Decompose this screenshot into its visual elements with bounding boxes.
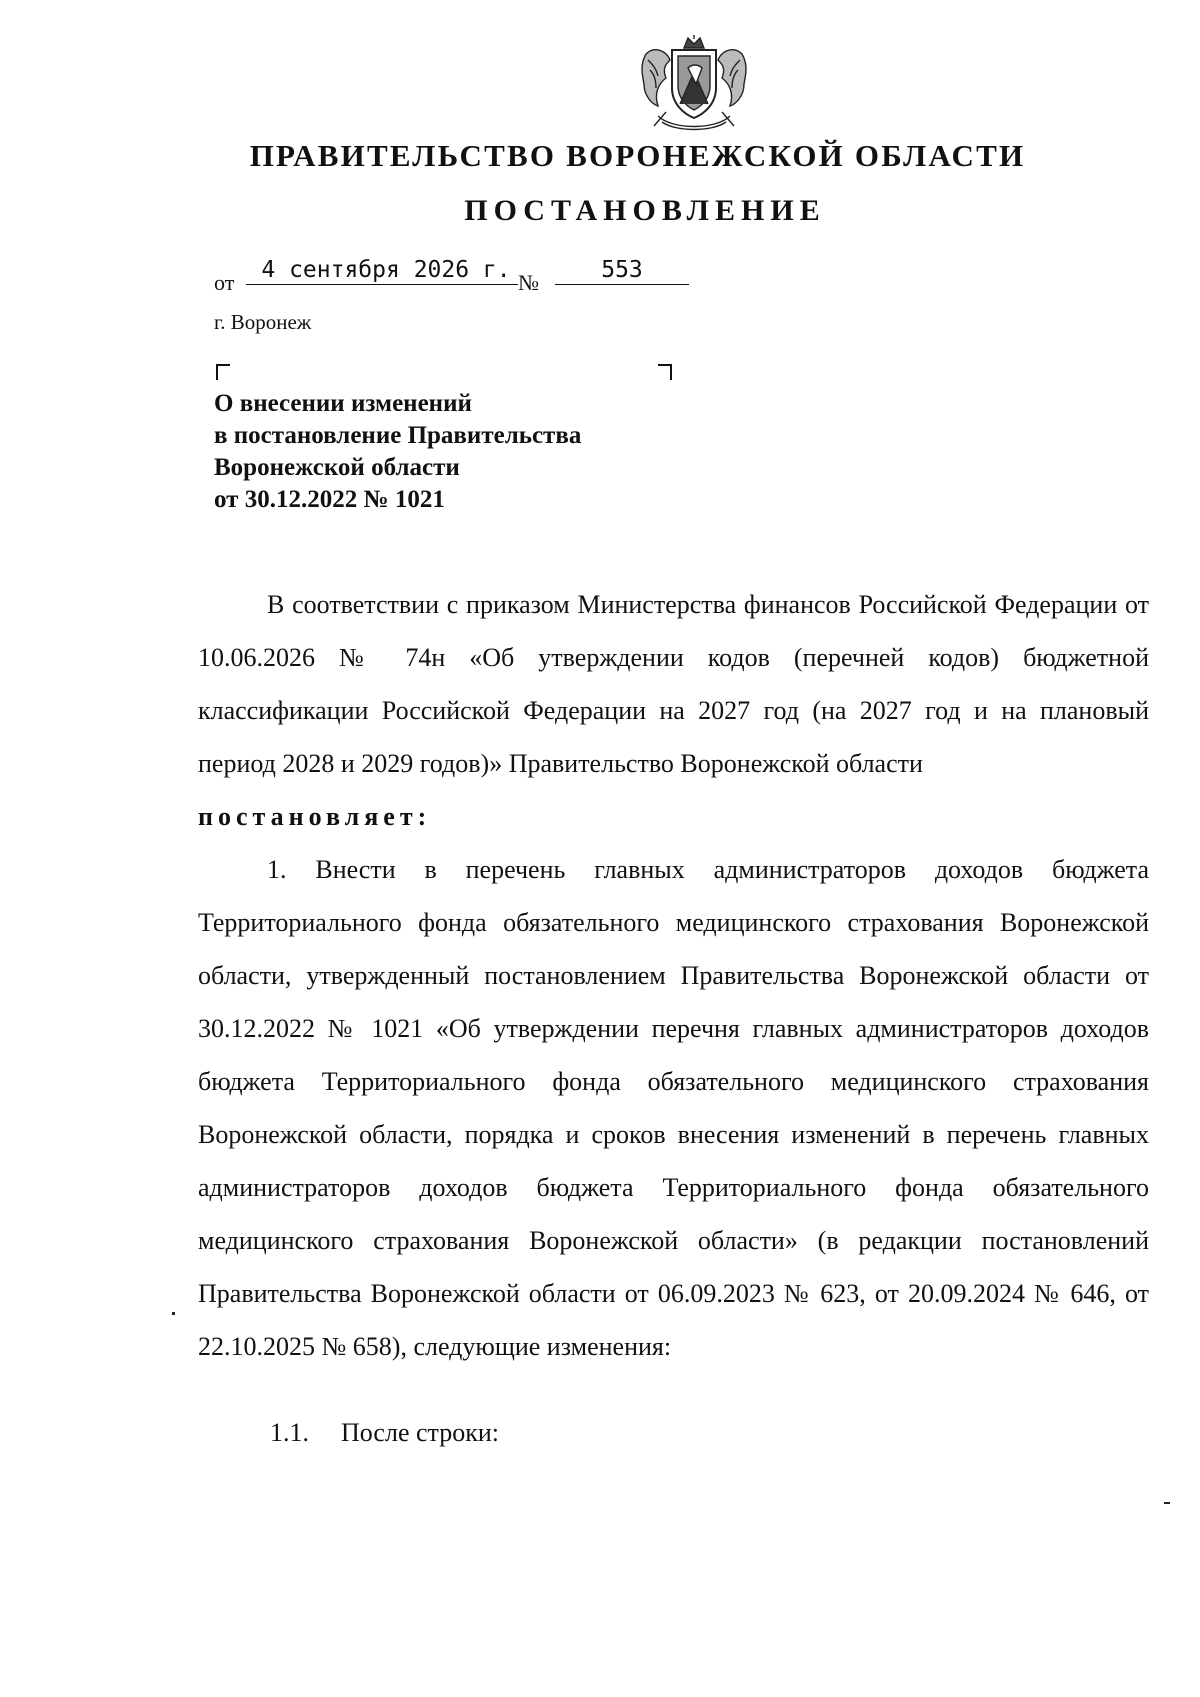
organization-title: ПРАВИТЕЛЬСТВО ВОРОНЕЖСКОЙ ОБЛАСТИ bbox=[249, 138, 1026, 173]
number-label: № bbox=[518, 270, 539, 295]
date-prefix: от bbox=[214, 270, 235, 295]
document-subject bbox=[214, 388, 581, 516]
coat-of-arms-icon bbox=[636, 34, 752, 134]
document-body bbox=[198, 578, 1149, 1373]
decides-heading: постановляет: bbox=[198, 802, 432, 831]
scan-speck bbox=[1164, 1502, 1170, 1504]
item-1-paragraph: 1. Внести в перечень главных администраторов доходов бюджета Территориального фонда обязательного медицинского страхования Воронежской области, утвержденный постановлением Правительства Воронежской области от 30.12.2022 № 1021 «Об утверждении перечня главных администраторов доходов бюджета Территориального фонда обязательного медицинского страхования Воронежской области, порядка и сроков внесения изменений в перечень главных администраторов доходов бюджета Территориального фонда обязательного медицинского страхования Воронежской области» (в редакции постановлений Правительства Воронежской области от 06.09.2023 № 623, от 20.09.2024 № 646, от 22.10.2025 № 658), следующие изменения: bbox=[198, 855, 1149, 1361]
scan-speck bbox=[172, 1312, 175, 1315]
document-number: 553 bbox=[555, 256, 689, 285]
preamble-paragraph: В соответствии с приказом Министерства финансов Российской Федерации от 10.06.2026 № 74н «Об утверждении кодов (перечней кодов) бюджетной классификации Российской Федерации на 2027 год (на 2027 год и на плановый период 2028 и 2029 годов)» Правительство Воронежской области bbox=[198, 590, 1149, 778]
item-1-1-text: После строки: bbox=[341, 1418, 499, 1447]
subject-line: от 30.12.2022 № 1021 bbox=[214, 486, 445, 513]
city-label: г. Воронеж bbox=[214, 310, 312, 334]
subject-line: в постановление Правительства bbox=[214, 422, 582, 449]
subject-line: О внесении изменений bbox=[214, 390, 472, 417]
item-1-1-number: 1.1. bbox=[270, 1418, 309, 1447]
document-type-title: ПОСТАНОВЛЕНИЕ bbox=[464, 194, 826, 227]
subject-corner-mark-left bbox=[216, 364, 230, 380]
document-date: 4 сентября 2026 г. bbox=[246, 256, 518, 285]
subject-corner-mark-right bbox=[658, 364, 672, 380]
subject-line: Воронежской области bbox=[214, 454, 460, 481]
